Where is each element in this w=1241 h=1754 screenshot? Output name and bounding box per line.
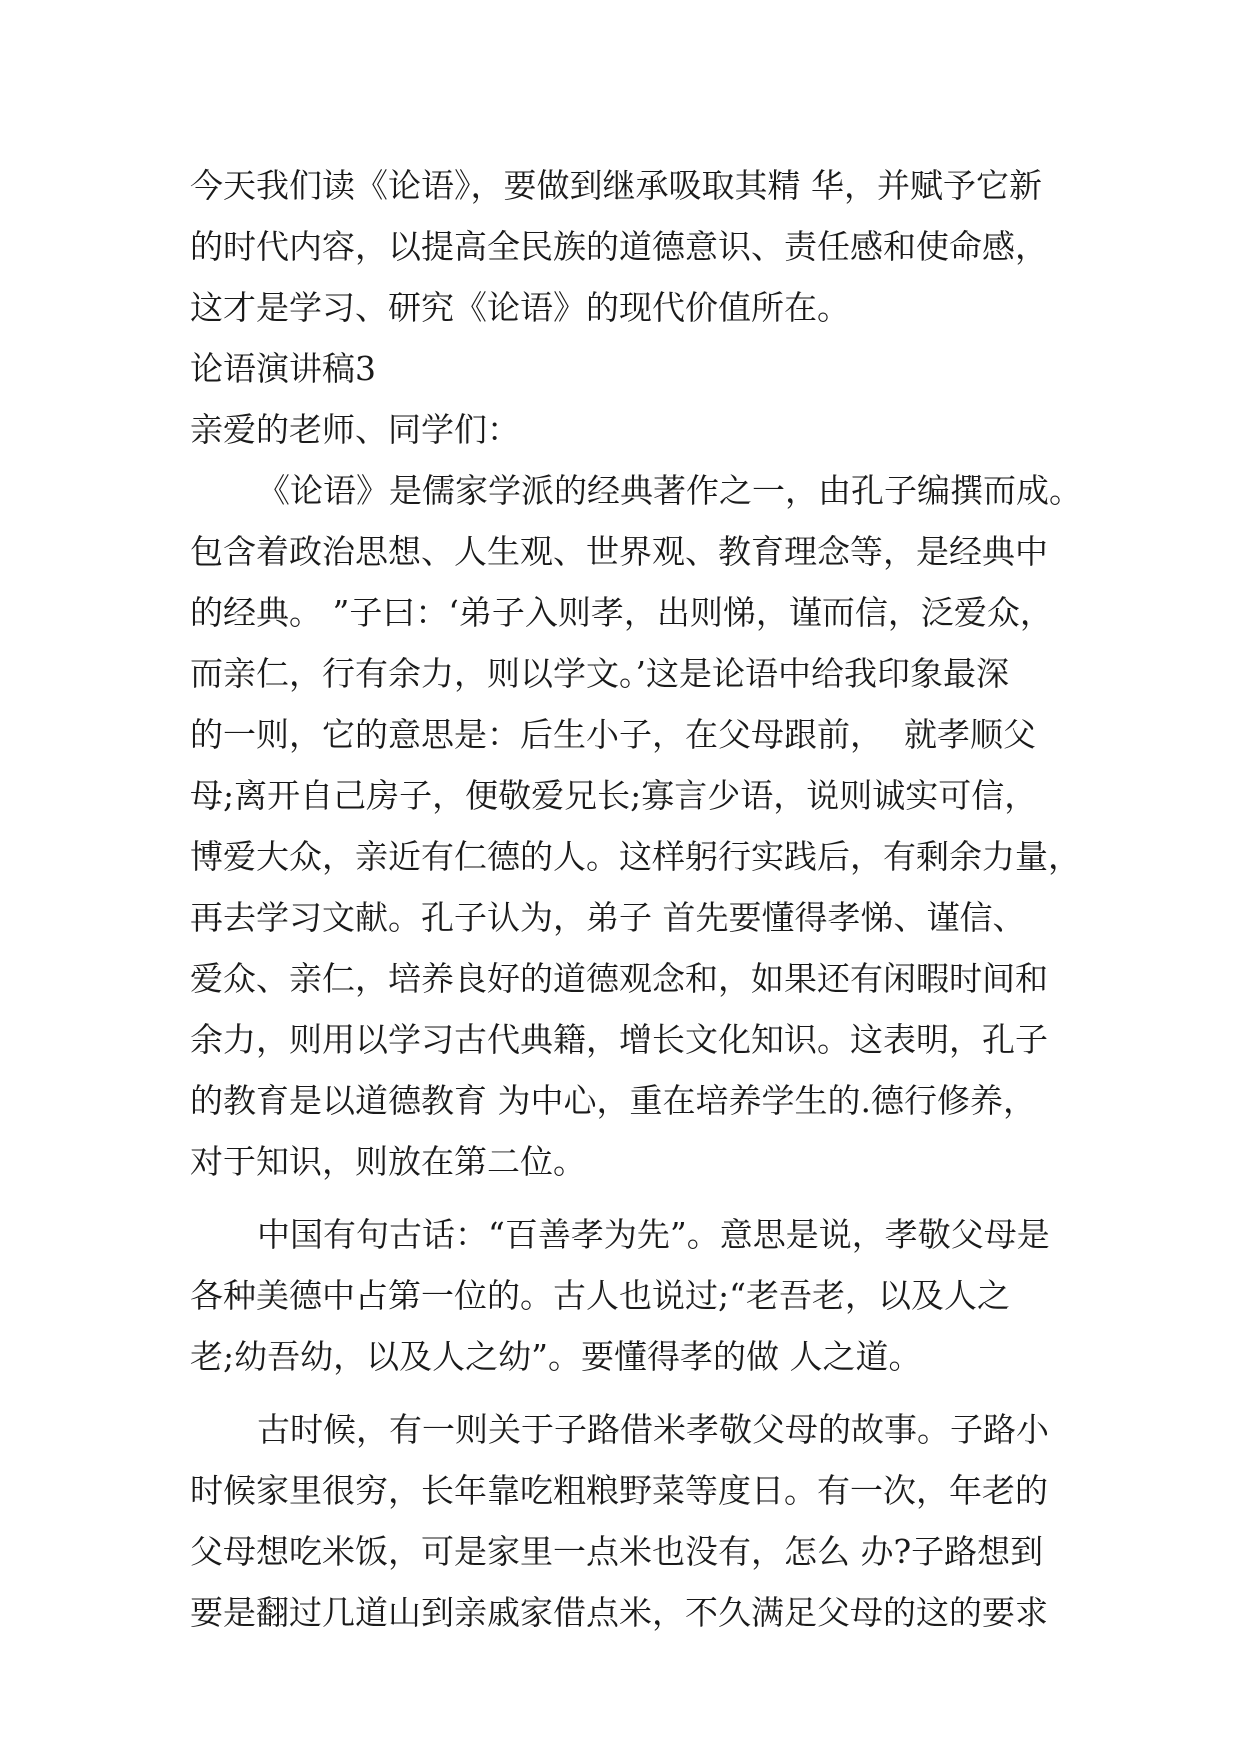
- text-line: 要是翻过几道山到亲戚家借点米，不久满足父母的这的要求: [190, 1593, 1048, 1632]
- text-line: 余力，则用以学习古代典籍，增长文化知识。这表明，孔子: [190, 1020, 1048, 1059]
- text-line: 老;幼吾幼，以及人之幼”。要懂得孝的做 人之道。: [190, 1337, 922, 1376]
- salutation: 亲爱的老师、同学们：: [190, 410, 520, 449]
- paragraph-start-line: 《论语》是儒家学派的经典著作之一，由孔子编撰而成。: [257, 471, 1082, 510]
- text-line: 父母想吃米饭，可是家里一点米也没有，怎么 办?子路想到: [190, 1532, 1044, 1571]
- text-line: 包含着政治思想、人生观、世界观、教育理念等，是经典中: [190, 532, 1048, 571]
- text-line: 而亲仁，行有余力，则以学文。’这是论语中给我印象最深: [190, 654, 1009, 693]
- text-line: 的时代内容，以提高全民族的道德意识、责任感和使命感，: [190, 227, 1048, 266]
- text-line: 时候家里很穷，长年靠吃粗粮野菜等度日。有一次，年老的: [190, 1471, 1048, 1510]
- text-line: 各种美德中占第一位的。古人也说过;“老吾老，以及人之: [190, 1276, 1010, 1315]
- text-line: 爱众、亲仁，培养良好的道德观念和，如果还有闲暇时间和: [190, 959, 1048, 998]
- text-line: 的一则，它的意思是：后生小子，在父母跟前， 就孝顺父: [190, 715, 1036, 754]
- text-line: 今天我们读《论语》，要做到继承吸取其精 华，并赋予它新: [190, 166, 1042, 205]
- text-line: 的经典。 ”子曰：‘弟子入则孝，出则悌，谨而信，泛爱众，: [190, 593, 1053, 632]
- text-line: 的教育是以道德教育 为中心，重在培养学生的.德行修养，: [190, 1081, 1036, 1120]
- section-heading: 论语演讲稿3: [190, 349, 376, 388]
- paragraph-start-line: 古时候，有一则关于子路借米孝敬父母的故事。子路小: [257, 1410, 1049, 1449]
- text-line: 再去学习文献。孔子认为，弟子 首先要懂得孝悌、谨信、: [190, 898, 1026, 937]
- document-body: [190, 155, 1082, 1643]
- text-line: 母;离开自己房子，便敬爱兄长;寡言少语，说则诚实可信，: [190, 776, 1038, 815]
- paragraph-start-line: 中国有句古话：“百善孝为先”。意思是说，孝敬父母是: [257, 1215, 1050, 1254]
- text-line: 这才是学习、研究《论语》的现代价值所在。: [190, 288, 850, 327]
- text-line: 对于知识，则放在第二位。: [190, 1142, 586, 1181]
- text-line: 博爱大众，亲近有仁德的人。这样躬行实践后，有剩余力量，: [190, 837, 1081, 876]
